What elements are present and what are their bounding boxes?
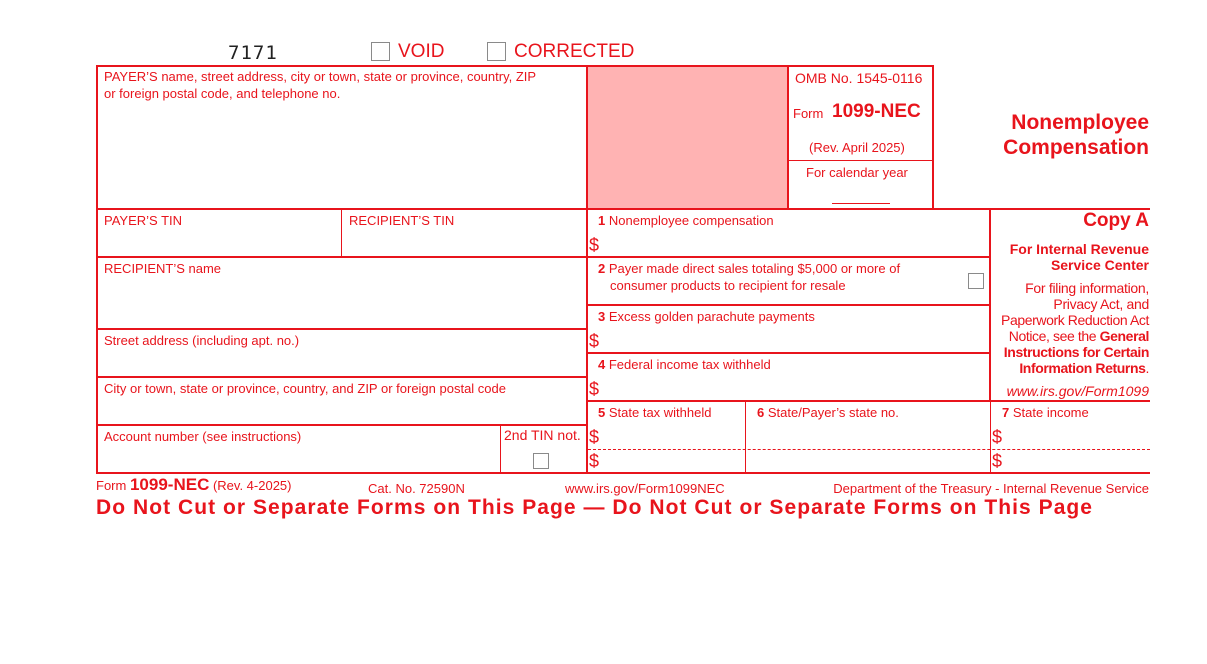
footer-revision: (Rev. 4-2025) (212, 478, 292, 493)
box2-label-2: consumer products to recipient for resale (610, 278, 846, 293)
account-field[interactable] (98, 446, 498, 470)
payer-name-label-2: or foreign postal code, and telephone no. (104, 86, 341, 101)
box5-amount-field-2[interactable] (604, 451, 743, 471)
corrected-checkbox[interactable] (487, 42, 506, 61)
box4-text: Federal income tax withheld (608, 357, 771, 372)
copy-note6-end: . (1145, 360, 1149, 376)
shaded-reserved-box (588, 66, 787, 208)
rule (745, 401, 746, 473)
form-title-line1: Nonemployee (1011, 111, 1149, 134)
rule (500, 425, 501, 473)
omb-form-name: 1099-NEC (832, 101, 921, 122)
corrected-label: CORRECTED (514, 41, 635, 62)
footer-department: Department of the Treasury - Internal Revenue Service (833, 481, 1149, 496)
box6-text: State/Payer’s state no. (767, 405, 899, 420)
box7-number: 7 (1002, 405, 1010, 420)
box6-field-1[interactable] (748, 426, 988, 448)
rule (587, 352, 990, 354)
box3-label (598, 309, 815, 325)
rule (588, 449, 1150, 450)
rule (96, 328, 587, 330)
box4-number: 4 (598, 357, 606, 372)
rule (932, 65, 934, 209)
form-title-line2: Compensation (1003, 136, 1149, 159)
box4-dollar: $ (589, 379, 600, 399)
payer-name-label-1: PAYER’S name, street address, city or town, state or province, country, ZIP (104, 69, 537, 84)
rule (96, 472, 1150, 474)
rule (96, 424, 587, 426)
rule (787, 65, 789, 209)
copy-line1: For Internal Revenue (1009, 241, 1149, 257)
rule (96, 65, 934, 67)
box1-label (598, 213, 774, 229)
calendar-year-field[interactable] (832, 185, 890, 202)
void-checkbox[interactable] (371, 42, 390, 61)
second-tin-label: 2nd TIN not. (504, 427, 581, 443)
copy-note1: For filing information, (1025, 280, 1149, 296)
payer-tin-field[interactable] (98, 230, 339, 254)
copy-note6-bold: Information Returns (1019, 360, 1146, 376)
rule (96, 256, 990, 258)
box5-dollar-2: $ (589, 451, 600, 471)
box7-label (1002, 405, 1089, 421)
form-code: 7171 (228, 42, 278, 64)
recipient-name-label: RECIPIENT’S name (104, 261, 222, 276)
rule (587, 304, 990, 306)
box3-number: 3 (598, 309, 606, 324)
box5-number: 5 (598, 405, 606, 420)
box7-amount-field-2[interactable] (1006, 451, 1148, 471)
box7-dollar-2: $ (992, 451, 1003, 471)
box6-field-2[interactable] (748, 451, 988, 471)
omb-number: OMB No. 1545-0116 (795, 70, 923, 86)
box6-label (757, 405, 899, 421)
street-field[interactable] (98, 350, 584, 374)
payer-name-field[interactable] (98, 104, 584, 206)
city-field[interactable] (98, 398, 584, 422)
do-not-cut-banner: Do Not Cut or Separate Forms on This Page — Do Not Cut or Separate Forms on This Page (96, 496, 1094, 519)
recipient-name-field[interactable] (98, 278, 584, 326)
omb-revision: (Rev. April 2025) (809, 140, 905, 155)
box3-text: Excess golden parachute payments (608, 309, 815, 324)
copy-url[interactable]: www.irs.gov/Form1099 (1006, 383, 1149, 399)
copy-line2: Service Center (1050, 257, 1149, 273)
recipient-tin-label: RECIPIENT’S TIN (349, 213, 455, 228)
box5-text: State tax withheld (608, 405, 712, 420)
copy-note4-bold: General (1099, 328, 1149, 344)
account-label: Account number (see instructions) (104, 429, 302, 444)
box7-text: State income (1012, 405, 1089, 420)
box3-dollar: $ (589, 331, 600, 351)
footer-form-name: 1099-NEC (129, 475, 210, 494)
box1-dollar: $ (589, 235, 600, 255)
void-label: VOID (398, 41, 445, 62)
box2-checkbox[interactable] (968, 273, 984, 289)
city-label: City or town, state or province, country, and ZIP or foreign postal code (104, 381, 506, 396)
footer-form (96, 477, 291, 494)
box7-dollar-1: $ (992, 427, 1003, 447)
rule (341, 209, 342, 257)
box5-amount-field-1[interactable] (604, 426, 743, 448)
copy-note4 (1009, 328, 1149, 344)
box1-text: Nonemployee compensation (608, 213, 774, 228)
copy-note5: Instructions for Certain (1003, 344, 1149, 360)
footer-form-prefix: Form (96, 478, 127, 493)
copy-note6 (1019, 360, 1149, 376)
box7-amount-field-1[interactable] (1006, 426, 1148, 448)
copy-note2: Privacy Act, and (1053, 296, 1149, 312)
rule (96, 208, 1150, 210)
box1-number: 1 (598, 213, 606, 228)
second-tin-checkbox[interactable] (533, 453, 549, 469)
box3-amount-field[interactable] (604, 328, 986, 350)
box2-label-1 (598, 261, 900, 277)
rule (990, 401, 991, 473)
box2-number: 2 (598, 261, 606, 276)
copy-title: Copy A (1083, 210, 1149, 231)
box2-text-1: Payer made direct sales totaling $5,000 or more of (608, 261, 901, 276)
box1-amount-field[interactable] (604, 232, 986, 254)
box5-label (598, 405, 711, 421)
box4-amount-field[interactable] (604, 376, 986, 398)
rule (788, 160, 933, 161)
rule (96, 376, 587, 378)
footer-cat-no: Cat. No. 72590N (368, 481, 465, 496)
calendar-year-label: For calendar year (806, 165, 908, 180)
rule (586, 65, 588, 474)
copy-note4-text: Notice, see the (1008, 328, 1100, 344)
box6-number: 6 (757, 405, 765, 420)
rule (832, 203, 890, 204)
box5-dollar-1: $ (589, 427, 600, 447)
street-label: Street address (including apt. no.) (104, 333, 300, 348)
footer-url[interactable]: www.irs.gov/Form1099NEC (565, 481, 725, 496)
recipient-tin-field[interactable] (343, 230, 584, 254)
rule (587, 400, 1150, 402)
payer-tin-label: PAYER’S TIN (104, 213, 183, 228)
box4-label (598, 357, 771, 373)
copy-note3: Paperwork Reduction Act (1001, 312, 1149, 328)
omb-form-prefix: Form (793, 106, 824, 121)
